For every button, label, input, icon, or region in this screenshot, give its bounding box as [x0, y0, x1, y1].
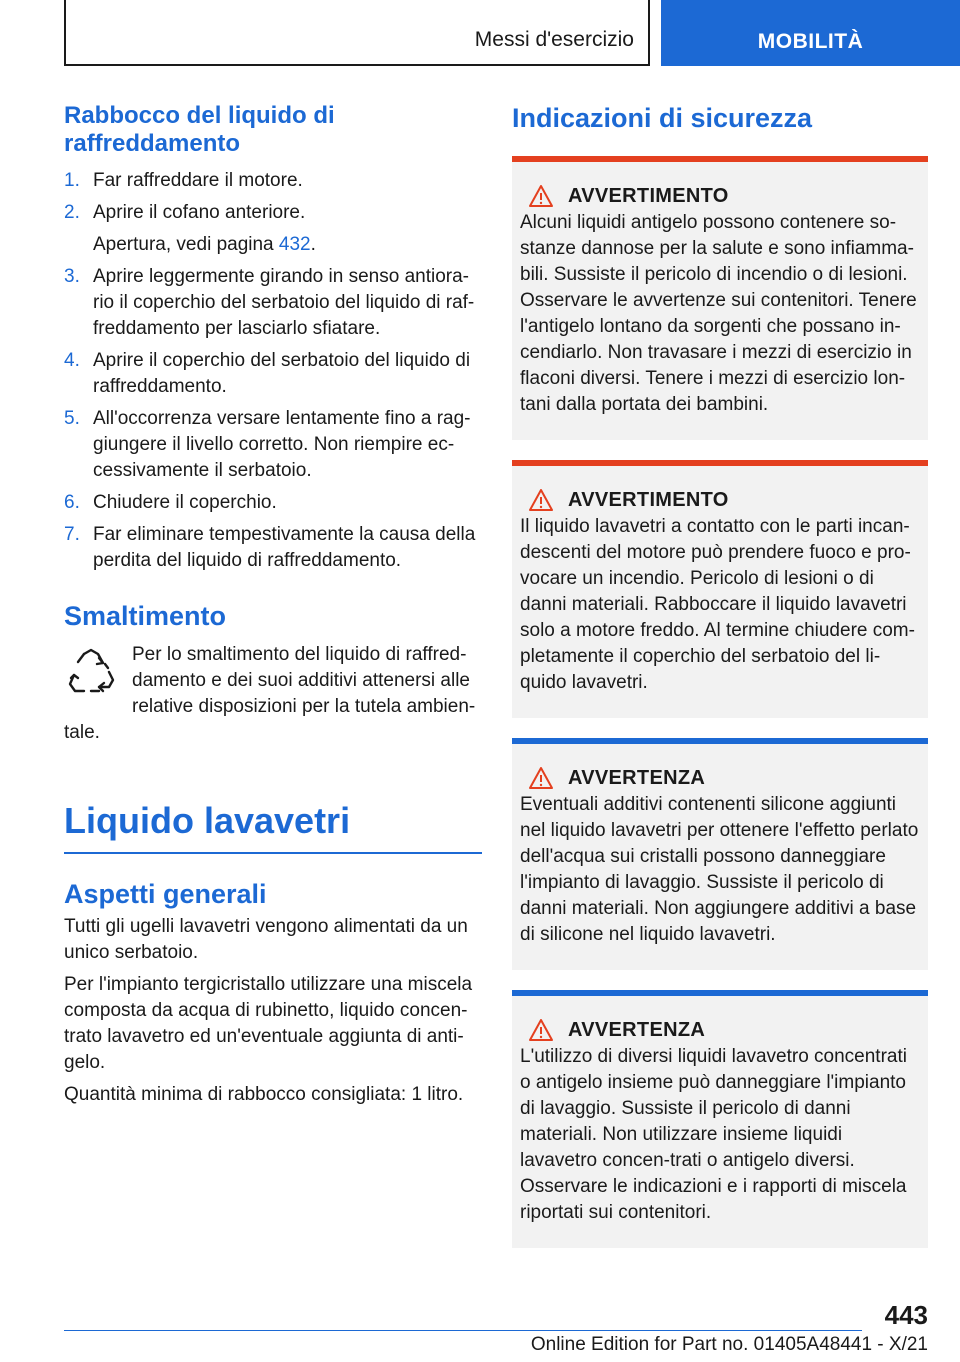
disposal-block	[64, 642, 482, 746]
step-number: 2.	[64, 202, 80, 223]
disposal-heading: Smaltimento	[64, 601, 227, 631]
warning-box	[512, 156, 928, 440]
list-item	[64, 264, 482, 342]
step-text: Chiudere il coperchio.	[93, 492, 277, 513]
safety-heading: Indicazioni di sicurezza	[512, 103, 813, 133]
step-2-note-end: .	[310, 234, 316, 255]
step-number: 1.	[64, 170, 80, 191]
general-paragraph-2: Per l'impianto tergicristallo utilizzare una miscela composta da acqua di rubinetto, liquido concen-trato lavavetro ed un'eventuale aggiunta di anti-gelo.	[64, 974, 473, 1073]
notice-text: L'utilizzo di diversi liquidi lavavetro concentrati o antigelo insieme può danneggiare l'impianto di lavaggio. Sussiste il pericolo di danni materiali. Non utilizzare insieme liquidi lavavetro concen-trati o antigelo diversi. Osservare le indicazioni e i rapporti di miscela riportati sui contenitori.	[520, 1046, 907, 1223]
coolant-steps-list	[64, 168, 482, 574]
list-item	[64, 522, 482, 574]
list-item	[64, 348, 482, 400]
warning-header	[520, 488, 920, 512]
general-paragraph-3: Quantità minima di rabbocco consigliata: 1 litro.	[64, 1084, 464, 1105]
warning-triangle-icon	[528, 488, 554, 512]
notice-box	[512, 738, 928, 970]
footer-divider	[64, 1330, 862, 1331]
step-text: Far eliminare tempestivamente la causa della perdita del liquido di raffreddamento.	[93, 524, 476, 571]
step-text: Aprire il cofano anteriore.	[93, 202, 306, 223]
notice-text: Eventuali additivi contenenti silicone aggiunti nel liquido lavavetri per ottenere l'effetto perlato dell'acqua sui cristalli possono danneggiare l'impianto di lavaggio. Sussiste il pericolo di danni materiali. Non aggiungere additivi a base di silicone nel liquido lavavetri.	[520, 794, 919, 945]
step-number: 4.	[64, 350, 80, 371]
step-text: All'occorrenza versare lentamente fino a rag-giungere il livello corretto. Non riempire ec-cessivamente il serbatoio.	[93, 408, 471, 481]
warning-box	[512, 460, 928, 718]
list-item	[64, 168, 482, 194]
warning-title: AVVERTIMENTO	[568, 184, 729, 207]
warning-text: Il liquido lavavetri a contatto con le parti incan-descenti del motore può prendere fuoco e pro-vocare un incendio. Pericolo di lesioni o di danni materiali. Rabboccare il liquido lavavetri solo a motore freddo. Al termine chiudere com-pletamente il coperchio del serbatoio del li-quido lavavetri.	[520, 516, 915, 693]
header-chapter-label: MOBILITÀ	[757, 30, 864, 53]
warning-header	[520, 184, 920, 208]
list-item	[64, 490, 482, 516]
footer-edition: Online Edition for Part no. 01405A48441 - X/21	[530, 1334, 928, 1355]
step-text: Far raffreddare il motore.	[93, 170, 303, 191]
warning-text: Alcuni liquidi antigelo possono contenere so-stanze dannose per la salute e sono infiamma-bili. Sussiste il pericolo di incendio o di lesioni. Osservare le avvertenze sui contenitori. Tenere l'antigelo lontano da sorgenti che possano in-cendiarlo. Non travasare i mezzi di esercizio in flaconi diversi. Tenere i mezzi di esercizio lon-tani dalla portata dei bambini.	[520, 212, 917, 415]
washer-fluid-heading: Liquido lavavetri	[64, 800, 351, 841]
step-2-note-text: Apertura, vedi pagina	[93, 234, 279, 255]
step-2-note	[93, 232, 482, 258]
notice-header	[520, 1018, 920, 1042]
section-divider	[64, 852, 482, 854]
page-number: 443	[884, 1300, 928, 1330]
left-column	[64, 102, 482, 1108]
warning-triangle-icon	[528, 184, 554, 208]
warning-title: AVVERTIMENTO	[568, 488, 729, 511]
recycle-icon	[64, 646, 118, 700]
list-item	[64, 406, 482, 484]
warning-triangle-icon	[528, 766, 554, 790]
step-text: Aprire il coperchio del serbatoio del liquido di raffreddamento.	[93, 350, 471, 397]
step-number: 5.	[64, 408, 80, 429]
notice-box	[512, 990, 928, 1248]
step-text: Aprire leggermente girando in senso antiora-rio il coperchio del serbatoio del liquido di raf-freddamento per lasciarlo sfiatare.	[93, 266, 475, 339]
general-paragraph-1: Tutti gli ugelli lavavetri vengono alimentati da un unico serbatoio.	[64, 916, 468, 963]
coolant-refill-heading: Rabbocco del liquido di raffreddamento	[64, 102, 335, 157]
step-number: 7.	[64, 524, 80, 545]
notice-title: AVVERTENZA	[568, 1018, 706, 1041]
notice-header	[520, 766, 920, 790]
general-aspects-heading: Aspetti generali	[64, 879, 267, 909]
warning-triangle-icon	[528, 1018, 554, 1042]
step-number: 3.	[64, 266, 80, 287]
disposal-text: Per lo smaltimento del liquido di raffred-damento e dei suoi additivi attenersi alle relative disposizioni per la tutela ambien-tale.	[64, 644, 476, 743]
right-column	[512, 102, 928, 1248]
header-chapter-tab	[661, 0, 960, 66]
page-reference-link[interactable]: 432	[278, 234, 311, 255]
list-item	[64, 200, 482, 226]
notice-title: AVVERTENZA	[568, 766, 706, 789]
step-number: 6.	[64, 492, 80, 513]
header-section-title: Messi d'esercizio	[474, 28, 634, 51]
